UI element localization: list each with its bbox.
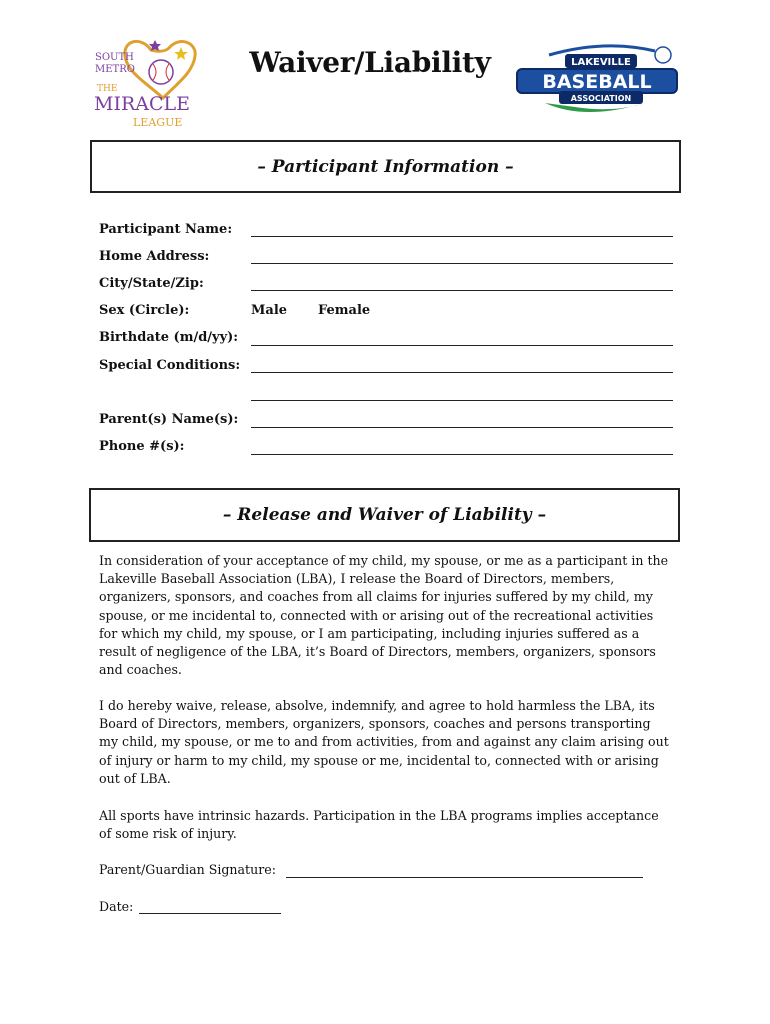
special-conditions-field[interactable] [251,372,673,373]
participant-name-field[interactable] [251,236,673,237]
participant-info-heading-text: – Participant Information – [257,156,514,177]
text-line: spouse, or me incidental to, connected with or arising out of the recreational activities [99,607,654,623]
waiver-paragraph-1 [99,552,679,679]
home-address-label: Home Address: [99,249,210,264]
city-state-zip-field[interactable] [251,290,673,291]
signature-label: Parent/Guardian Signature: [99,862,276,877]
sex-label: Sex (Circle): [99,303,190,318]
phone-field[interactable] [251,454,673,455]
parents-names-field[interactable] [251,427,673,428]
text-line: organizers, sponsors, and coaches from all claims for injuries suffered by my child, my [99,589,653,605]
miracle-league-logo-icon [93,38,203,130]
text-line: my child, my spouse, or me to and from activities, from and against any claim arising out [99,734,669,750]
special-conditions-field-2[interactable] [251,400,673,401]
waiver-heading-text: – Release and Waiver of Liability – [222,505,547,525]
waiver-paragraph-3 [99,807,679,843]
sex-option-male[interactable]: Male [251,303,288,318]
logo-text-league: LEAGUE [133,116,183,129]
page-title: Waiver/Liability [249,46,491,79]
logo-text-the: THE [97,84,118,94]
birthdate-label: Birthdate (m/d/yy): [99,330,239,345]
sex-option-female[interactable]: Female [318,303,371,318]
text-line: of injury or harm to my child, my spouse or me, incidental to, connected with or arising [99,752,659,768]
date-label: Date: [99,899,134,914]
date-field[interactable] [139,913,281,914]
text-line: and coaches. [99,662,182,678]
text-line: of some risk of injury. [99,826,237,842]
text-line: All sports have intrinsic hazards. Participation in the LBA programs implies acceptance [99,808,659,823]
text-line: for which my child, my spouse, or I am participating, including injuries suffered as a [99,625,640,641]
phone-label: Phone #(s): [99,439,185,454]
parents-names-label: Parent(s) Name(s): [99,412,239,427]
signature-field[interactable] [286,877,643,878]
special-conditions-label: Special Conditions: [99,358,241,373]
logo-text-south: SOUTH [95,52,134,63]
logo-text-miracle: MIRACLE [94,93,191,115]
text-line: In consideration of your acceptance of my child, my spouse, or me as a participant in the [99,553,669,568]
logo-text-association: ASSOCIATION [570,94,632,103]
text-line: Lakeville Baseball Association (LBA), I release the Board of Directors, members, [99,571,615,587]
text-line: I do hereby waive, release, absolve, indemnify, and agree to hold harmless the LBA, its [99,698,655,713]
text-line: result of negligence of the LBA, it’s Board of Directors, members, organizers, sponsors [99,644,656,660]
participant-info-heading [90,140,681,193]
home-address-field[interactable] [251,263,673,264]
participant-name-label: Participant Name: [99,222,233,237]
logo-text-metro: METRO [95,64,135,75]
text-line: Board of Directors, members, organizers, sponsors, coaches and persons transporting [99,716,651,732]
logo-text-lakeville: LAKEVILLE [571,57,631,68]
lakeville-baseball-logo-icon [515,43,680,121]
logo-text-baseball: BASEBALL [542,71,652,93]
birthdate-field[interactable] [251,345,673,346]
city-state-zip-label: City/State/Zip: [99,276,204,291]
text-line: out of LBA. [99,770,171,786]
waiver-paragraph-2 [99,697,679,788]
waiver-heading [89,488,680,542]
